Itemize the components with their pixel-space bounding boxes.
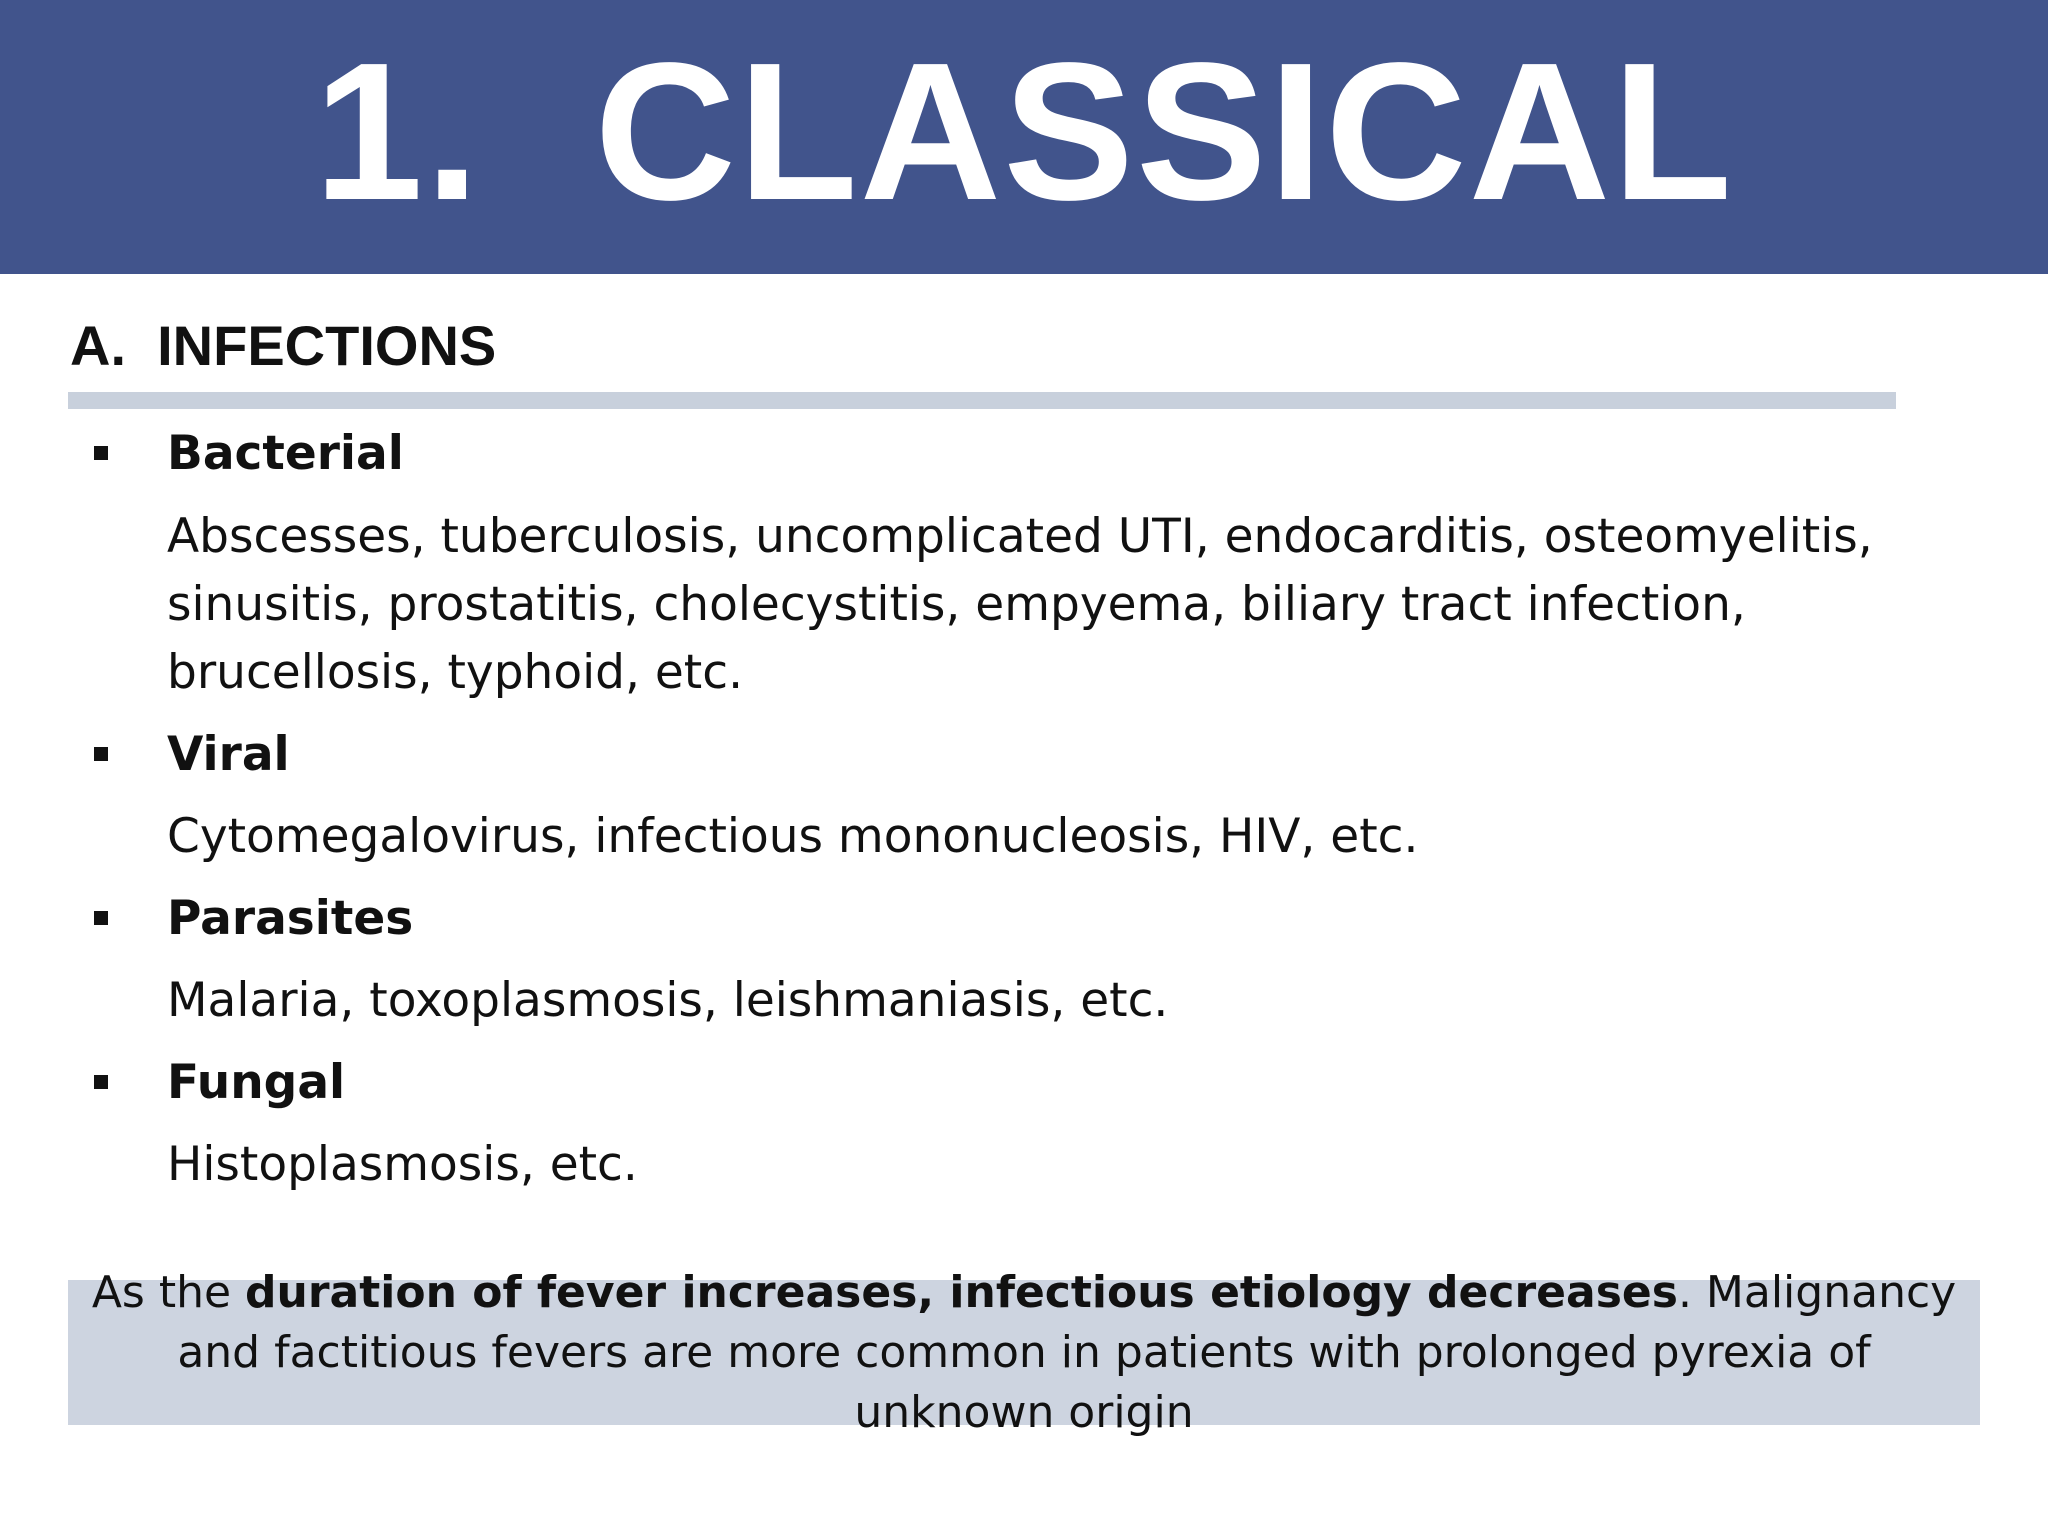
heading-divider	[68, 392, 1896, 409]
note-suffix: . Malignancy and factitious fevers are more common in patients with prolonged pyrexia of unknown origin	[177, 1266, 1957, 1438]
square-bullet-icon	[94, 747, 108, 761]
item-description: Malaria, toxoplasmosis, leishmaniasis, etc.	[167, 973, 1169, 1028]
item-title: Viral	[167, 727, 290, 782]
title-banner	[0, 0, 2048, 274]
square-bullet-icon	[94, 446, 108, 460]
square-bullet-icon	[94, 1075, 108, 1089]
note-emphasis: duration of fever increases, infectious etiology decreases	[245, 1266, 1678, 1318]
item-title: Fungal	[167, 1055, 346, 1110]
square-bullet-icon	[94, 911, 108, 925]
slide-title: 1. CLASSICAL	[314, 22, 1734, 241]
note-prefix: As the	[91, 1266, 246, 1318]
item-description: Histoplasmosis, etc.	[167, 1137, 638, 1192]
summary-note	[88, 1263, 1960, 1443]
item-description: Abscesses, tuberculosis, uncomplicated UTI, endocarditis, osteomyelitis, sinusitis, prostatitis, cholecystitis, empyema, biliary tract infection, brucellosis, typhoid, etc.	[167, 509, 1873, 700]
item-title: Bacterial	[167, 426, 404, 481]
item-title: Parasites	[167, 891, 414, 946]
summary-note-box	[68, 1266, 1980, 1438]
section-heading: A. INFECTIONS	[70, 314, 497, 377]
item-description: Cytomegalovirus, infectious mononucleosis, HIV, etc.	[167, 809, 1419, 864]
